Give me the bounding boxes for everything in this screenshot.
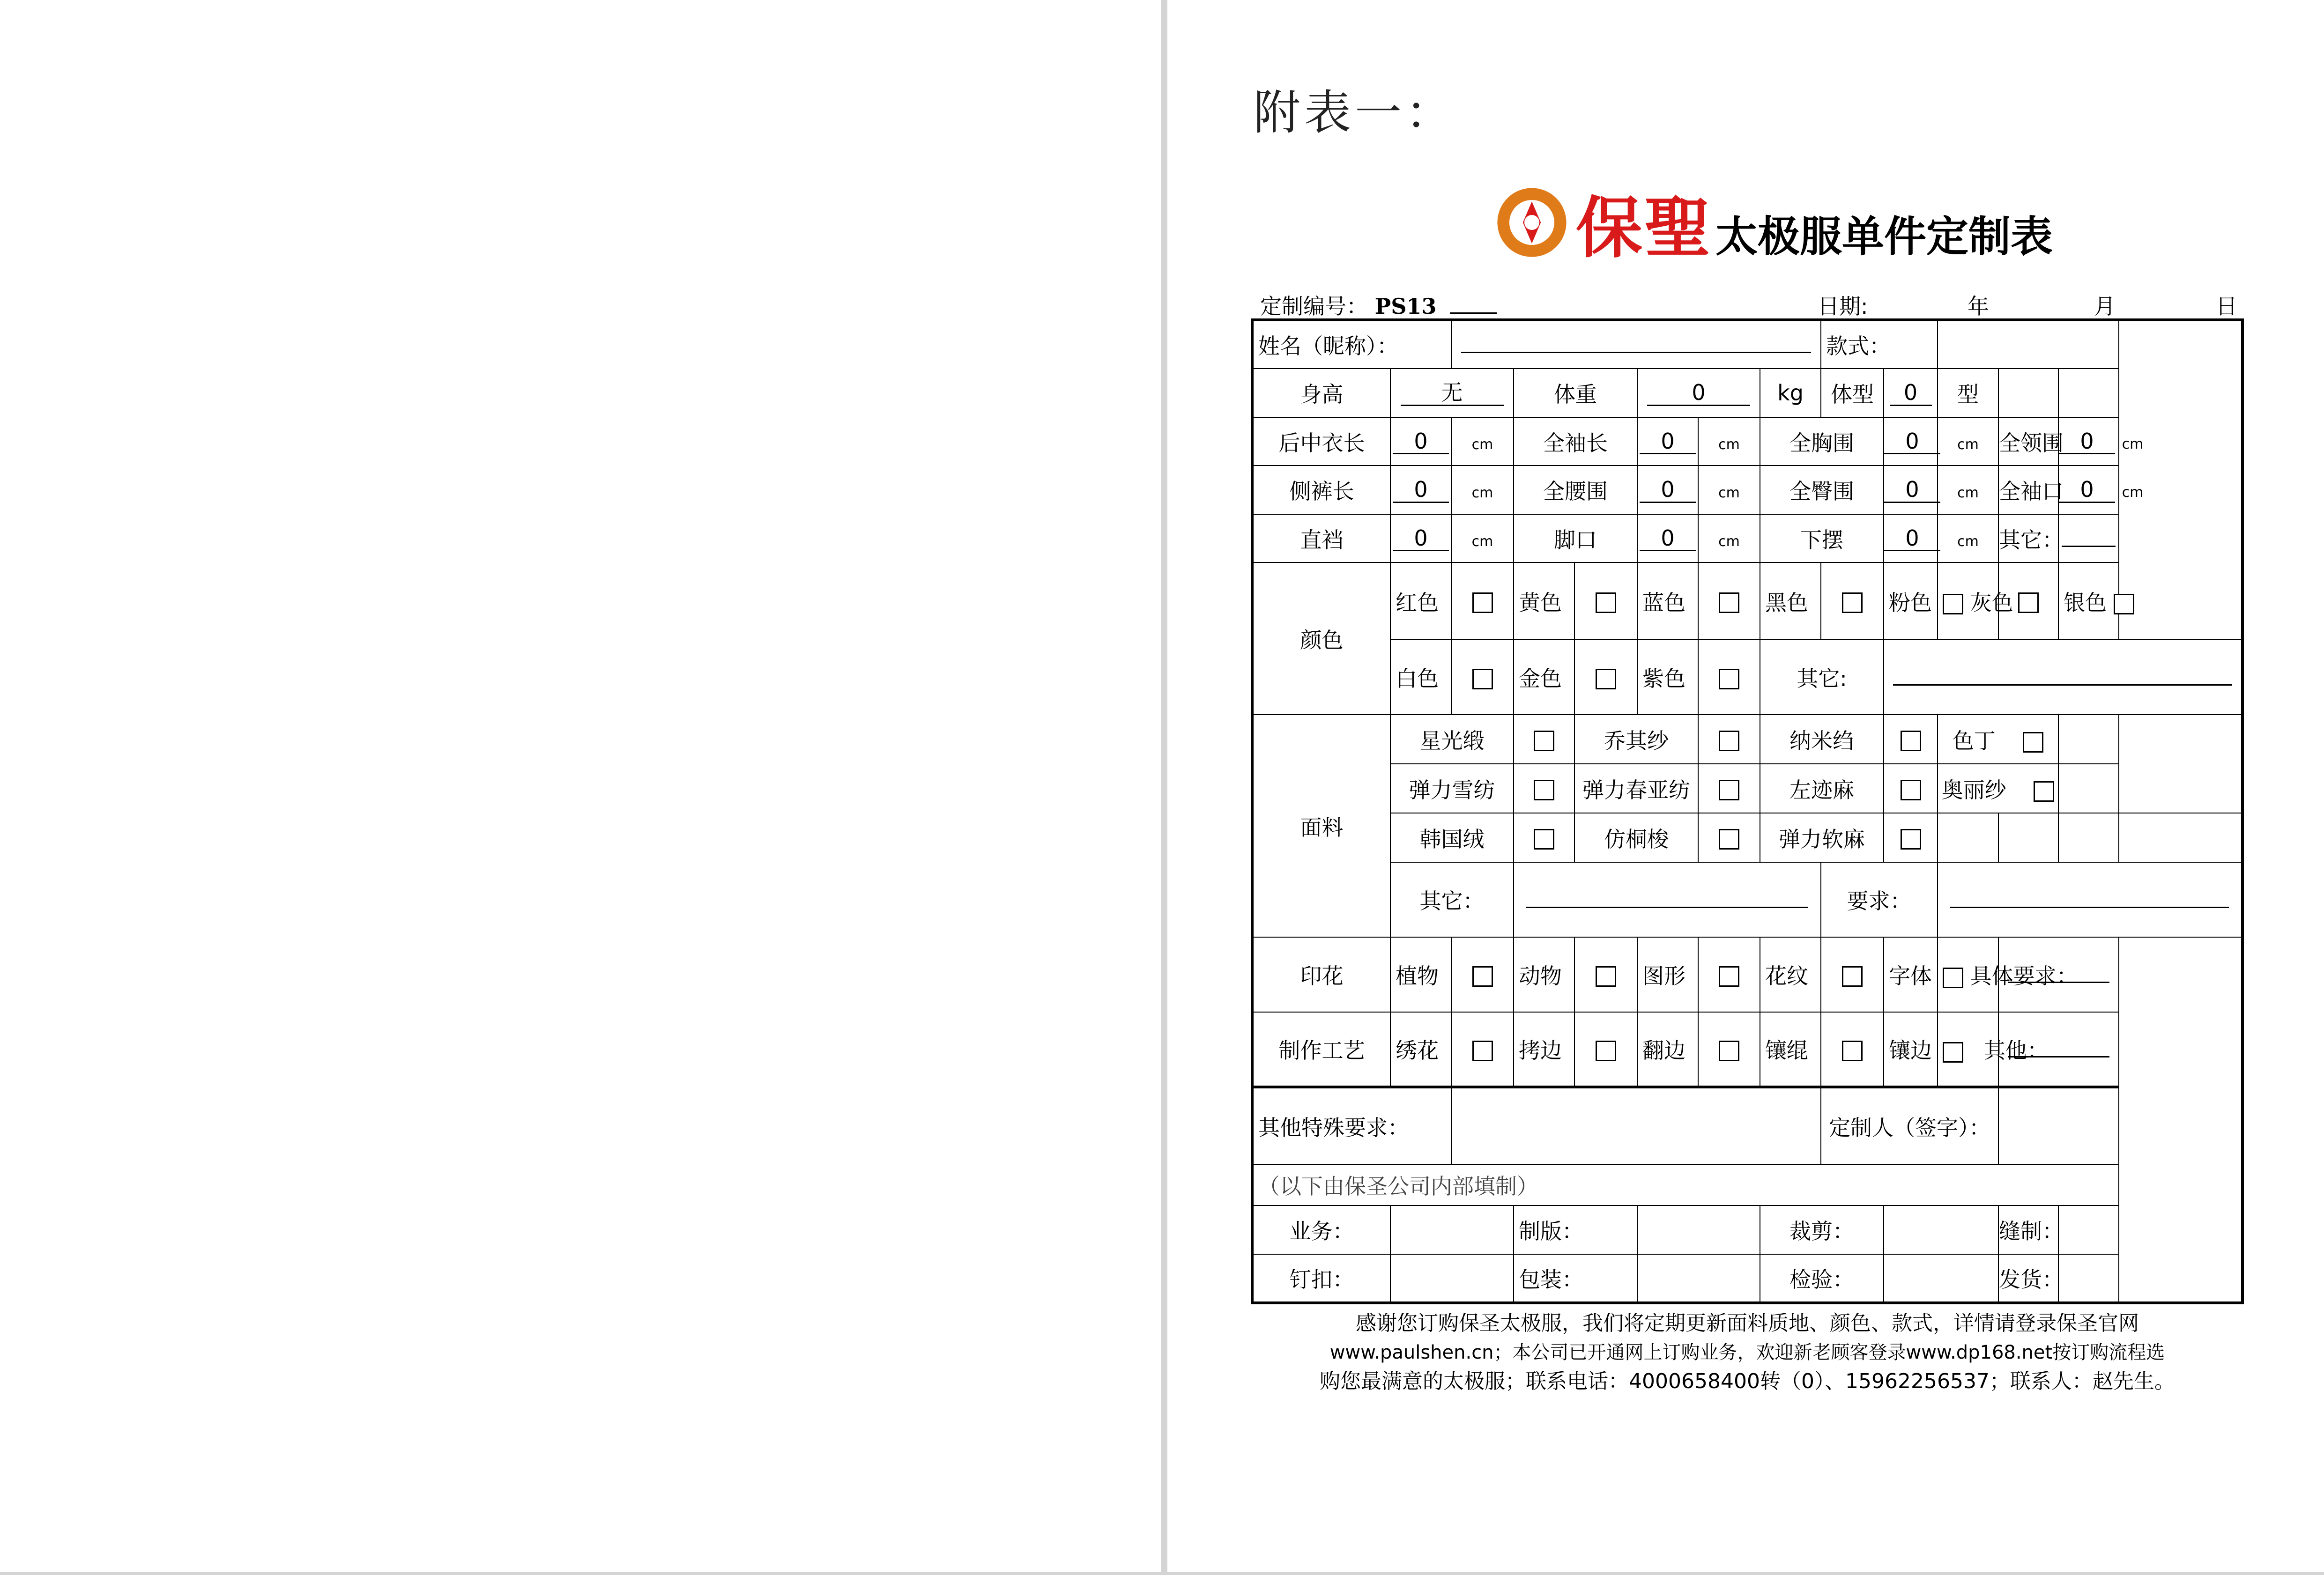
pattern-label: 制版： [1514, 1205, 1637, 1254]
footer-note [1255, 1309, 2239, 1396]
blank-cell [2058, 813, 2119, 862]
blank-cell [2058, 715, 2119, 764]
sleeve-length-field[interactable]: 0 [1637, 417, 1698, 466]
fabric-satin: 星光缎 [1390, 715, 1514, 764]
fabric-row-3 [1252, 813, 2242, 862]
craft-row [1252, 1012, 2242, 1087]
cm-unit: cm [1938, 466, 1998, 514]
kg-unit: kg [1760, 369, 1821, 417]
shipping-label: 发货： [1998, 1254, 2058, 1303]
checkbox[interactable] [1574, 937, 1637, 1012]
weight-field[interactable]: 0 [1637, 369, 1760, 417]
checkbox[interactable] [1574, 1012, 1637, 1087]
hip-field[interactable]: 0 [1884, 466, 1938, 514]
footer-line-3: 购您最满意的太极服；联系电话：4000658400转（0）、15962256537；联系人：赵先生。 [1320, 1369, 2175, 1393]
body-type-unit: 型 [1938, 369, 1998, 417]
print-font-check-detail[interactable]: 具体要求： [1938, 937, 1998, 1012]
back-length-label: 后中衣长 [1252, 417, 1390, 466]
color-row-1 [1252, 562, 2242, 640]
color-yellow: 黄色 [1514, 562, 1574, 640]
button-field[interactable] [1390, 1254, 1514, 1303]
fabric-label: 面料 [1252, 715, 1390, 937]
color-other-label: 其它: [1760, 640, 1884, 715]
foot-label: 脚口 [1514, 514, 1637, 562]
checkbox[interactable] [1698, 937, 1760, 1012]
print-plant: 植物 [1390, 937, 1451, 1012]
button-label: 钉扣： [1252, 1254, 1390, 1303]
collar-label: 全领围 [1998, 417, 2058, 466]
checkbox[interactable] [1514, 813, 1574, 862]
height-field[interactable]: 无 [1390, 369, 1514, 417]
waist-field[interactable]: 0 [1637, 466, 1698, 514]
fabric-require-label: 要求： [1821, 862, 1938, 937]
cm-unit: cm [1938, 417, 1998, 466]
color-pink-check-gray[interactable]: 灰色 [1938, 562, 1998, 640]
checkbox[interactable] [1451, 937, 1514, 1012]
blank-cell [1998, 369, 2058, 417]
fabric-sateen[interactable]: 色丁 [1938, 715, 2058, 764]
cuff-field[interactable]: 0 cm [2058, 466, 2119, 514]
cm-unit: cm [1698, 514, 1760, 562]
custom-code-label: 定制编号： [1260, 294, 1368, 319]
color-gold: 金色 [1514, 640, 1574, 715]
straight-field[interactable]: 0 [1390, 514, 1451, 562]
color-label: 颜色 [1252, 562, 1390, 715]
blank-cell [1998, 813, 2058, 862]
checkbox[interactable] [1884, 715, 1938, 764]
page-divider [1161, 0, 1167, 1575]
page-bottom-edge [0, 1572, 2324, 1575]
craft-label: 制作工艺 [1252, 1012, 1390, 1087]
custom-code-blank[interactable] [1450, 312, 1497, 314]
checkbox[interactable] [1698, 562, 1760, 640]
print-label: 印花 [1252, 937, 1390, 1012]
checkbox[interactable] [1698, 813, 1760, 862]
color-black: 黑色 [1760, 562, 1821, 640]
chest-field[interactable]: 0 [1884, 417, 1938, 466]
packing-field[interactable] [1637, 1254, 1760, 1303]
height-weight-row [1252, 369, 2242, 417]
fabric-soft-linen: 弹力软麻 [1760, 813, 1884, 862]
checkbox[interactable] [1451, 562, 1514, 640]
side-pants-field[interactable]: 0 [1390, 466, 1451, 514]
checkbox[interactable] [1821, 937, 1884, 1012]
foot-field[interactable]: 0 [1637, 514, 1698, 562]
side-pants-label: 侧裤长 [1252, 466, 1390, 514]
fabric-georgette: 乔其纱 [1574, 715, 1698, 764]
brand-name: 保聖 [1576, 189, 1713, 267]
fabric-linen: 左迹麻 [1760, 764, 1884, 813]
color-pink: 粉色 [1884, 562, 1938, 640]
measure-other-field[interactable] [2058, 514, 2119, 562]
hip-label: 全臀围 [1760, 466, 1884, 514]
checkbox[interactable] [1698, 715, 1760, 764]
customer-sign-field[interactable] [1998, 1087, 2119, 1164]
cm-unit: cm [1451, 514, 1514, 562]
color-row-2 [1252, 640, 2242, 715]
measure-row-1 [1252, 417, 2242, 466]
fabric-velvet: 韩国绒 [1390, 813, 1514, 862]
color-blue: 蓝色 [1637, 562, 1698, 640]
color-red: 红色 [1390, 562, 1451, 640]
internal-note: （以下由保圣公司内部填制） [1252, 1164, 2119, 1205]
date-year: 年 [1968, 294, 1989, 319]
checkbox[interactable] [1884, 764, 1938, 813]
print-font: 字体 [1884, 937, 1938, 1012]
waist-label: 全腰围 [1514, 466, 1637, 514]
body-type-field[interactable]: 0 [1884, 369, 1938, 417]
print-animal: 动物 [1514, 937, 1574, 1012]
checkbox[interactable] [1574, 562, 1637, 640]
craft-overlock: 拷边 [1514, 1012, 1574, 1087]
business-field[interactable] [1390, 1205, 1514, 1254]
fabric-row-4 [1252, 862, 2242, 937]
checkbox[interactable] [1514, 764, 1574, 813]
color-other-field[interactable] [1884, 640, 2242, 715]
logo-icon [1494, 185, 1569, 260]
name-label: 姓名（昵称）： [1252, 320, 1451, 369]
fabric-organza[interactable]: 奥丽纱 [1938, 764, 2058, 813]
checkbox[interactable] [1514, 715, 1574, 764]
date-label: 日期: [1818, 294, 1868, 319]
print-graphic: 图形 [1637, 937, 1698, 1012]
packing-label: 包装： [1514, 1254, 1637, 1303]
checkbox[interactable] [1698, 1012, 1760, 1087]
body-type-label: 体型 [1821, 369, 1884, 417]
internal-row-1 [1252, 1205, 2242, 1254]
craft-piping: 镶绲 [1760, 1012, 1821, 1087]
blank-cell [1938, 813, 1998, 862]
sewing-label: 缝制： [1998, 1205, 2058, 1254]
fabric-pongee: 弹力春亚纺 [1574, 764, 1698, 813]
cm-unit: cm [1451, 417, 1514, 466]
cutting-field[interactable] [1884, 1205, 1998, 1254]
print-pattern: 花纹 [1760, 937, 1821, 1012]
appendix-label: 附表一： [1254, 85, 1456, 140]
form-header [1494, 178, 2053, 267]
blank-cell [2058, 369, 2119, 417]
checkbox[interactable] [1574, 640, 1637, 715]
height-label: 身高 [1252, 369, 1390, 417]
color-white: 白色 [1390, 640, 1451, 715]
left-blank-page [0, 0, 1161, 1575]
checkbox[interactable] [1821, 562, 1884, 640]
footer-line-1: 感谢您订购保圣太极服，我们将定期更新面料质地、颜色、款式，详情请登录保圣官网 [1356, 1311, 2139, 1335]
craft-embroidery: 绣花 [1390, 1012, 1451, 1087]
checkbox[interactable] [1884, 813, 1938, 862]
special-label: 其他特殊要求： [1252, 1087, 1451, 1164]
custom-code [1260, 289, 1497, 320]
straight-label: 直裆 [1252, 514, 1390, 562]
customer-sign-label: 定制人（签字）： [1821, 1087, 1998, 1164]
fabric-tongsuo: 仿桐梭 [1574, 813, 1698, 862]
cm-unit: cm [1698, 466, 1760, 514]
special-field[interactable] [1451, 1087, 1821, 1164]
cm-unit: cm [1938, 514, 1998, 562]
cuff-label: 全袖口 [1998, 466, 2058, 514]
print-detail-field[interactable] [1998, 937, 2119, 1012]
hem-label: 下摆 [1760, 514, 1884, 562]
name-field[interactable] [1451, 320, 1821, 369]
fabric-require-field[interactable] [1938, 862, 2242, 937]
internal-note-row [1252, 1164, 2242, 1205]
checkbox[interactable] [1698, 764, 1760, 813]
measure-row-3 [1252, 514, 2242, 562]
form-title: 太极服单件定制表 [1715, 212, 2053, 261]
color-purple: 紫色 [1637, 640, 1698, 715]
fabric-nano: 纳米绉 [1760, 715, 1884, 764]
collar-field[interactable]: 0 cm [2058, 417, 2119, 466]
sewing-field[interactable] [2058, 1205, 2119, 1254]
footer-line-2: www.paulshen.cn；本公司已开通网上订购业务，欢迎新老顾客登录www.dp168.net按订购流程选 [1329, 1342, 2165, 1363]
checkbox[interactable] [1451, 1012, 1514, 1087]
checkbox[interactable] [1698, 640, 1760, 715]
cm-unit: cm [1451, 466, 1514, 514]
measure-other-label: 其它： [1998, 514, 2058, 562]
back-length-field[interactable]: 0 [1390, 417, 1451, 466]
name-row [1252, 320, 2242, 369]
weight-label: 体重 [1514, 369, 1637, 417]
business-label: 业务： [1252, 1205, 1390, 1254]
custom-code-value: PS13 [1374, 294, 1437, 319]
blank-cell [2119, 813, 2242, 862]
internal-row-2 [1252, 1254, 2242, 1303]
pattern-field[interactable] [1637, 1205, 1760, 1254]
inspection-field[interactable] [1884, 1254, 1998, 1303]
craft-fold: 翻边 [1637, 1012, 1698, 1087]
date-month: 月 [2094, 294, 2116, 319]
measure-row-2 [1252, 466, 2242, 514]
fabric-row-2 [1252, 764, 2242, 813]
date-day: 日 [2216, 294, 2237, 319]
shipping-field[interactable] [2058, 1254, 2119, 1303]
style-label: 款式： [1821, 320, 1938, 369]
print-row [1252, 937, 2242, 1012]
fabric-row-1 [1252, 715, 2242, 764]
custom-form [1251, 318, 2244, 1304]
chest-label: 全胸围 [1760, 417, 1884, 466]
cutting-label: 裁剪： [1760, 1205, 1884, 1254]
color-silver[interactable]: 银色 [2058, 562, 2119, 640]
cm-unit: cm [1698, 417, 1760, 466]
checkbox[interactable] [1821, 1012, 1884, 1087]
craft-binding: 镶边 [1884, 1012, 1938, 1087]
fabric-other-label: 其它： [1390, 862, 1514, 937]
hem-field[interactable]: 0 [1884, 514, 1938, 562]
fabric-chiffon: 弹力雪纺 [1390, 764, 1514, 813]
special-row [1252, 1087, 2242, 1164]
craft-other-field[interactable] [1998, 1012, 2119, 1087]
style-field[interactable] [1938, 320, 2119, 369]
checkbox[interactable] [1451, 640, 1514, 715]
craft-binding-check-other[interactable]: 其他： [1938, 1012, 1998, 1087]
fabric-other-field[interactable] [1514, 862, 1821, 937]
inspection-label: 检验： [1760, 1254, 1884, 1303]
blank-cell [2058, 764, 2119, 813]
sleeve-length-label: 全袖长 [1514, 417, 1637, 466]
